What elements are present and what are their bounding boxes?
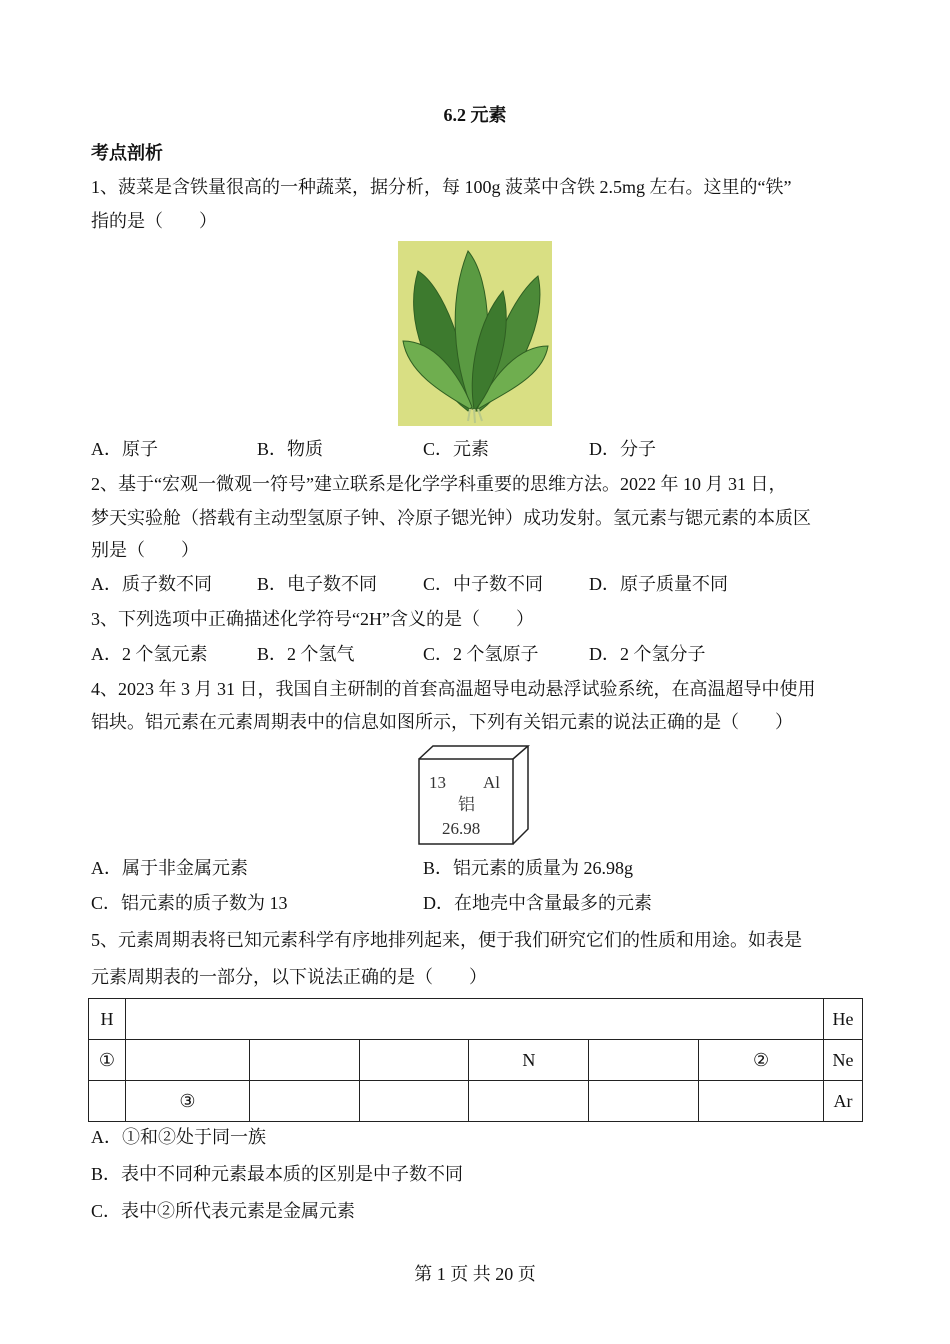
q3-text-line1: 3、下列选项中正确描述化学符号“2H”含义的是（ ） — [91, 609, 534, 629]
element-atomic-number: 13 — [429, 773, 446, 792]
table-row — [89, 999, 863, 1040]
q1-text-line2: 指的是（ ） — [91, 211, 217, 231]
q5-option-c: C．表中②所代表元素是金属元素 — [91, 1201, 356, 1221]
q1-option-d: D．分子 — [589, 439, 656, 459]
page-title: 6.2 元素 — [443, 105, 507, 125]
q5-option-a: A．①和②处于同一族 — [91, 1127, 266, 1147]
table-cell: H — [89, 999, 126, 1040]
table-row — [89, 1081, 863, 1122]
q3-option-d: D．2 个氢分子 — [589, 644, 706, 664]
table-cell-gap — [125, 999, 823, 1040]
q4-text-line2: 铝块。铝元素在元素周期表中的信息如图所示，下列有关铝元素的说法正确的是（ ） — [91, 712, 793, 732]
q1-option-a: A．原子 — [91, 439, 158, 459]
table-cell — [359, 1040, 469, 1081]
q2-text-line2: 梦天实验舱（搭载有主动型氢原子钟、冷原子锶光钟）成功发射。氢元素与锶元素的本质区 — [91, 508, 811, 528]
section-heading: 考点剖析 — [91, 143, 163, 163]
q3-option-a: A．2 个氢元素 — [91, 644, 208, 664]
table-cell — [89, 1081, 126, 1122]
table-cell: Ar — [823, 1081, 862, 1122]
table-row — [89, 1040, 863, 1081]
q2-option-c: C．中子数不同 — [423, 574, 544, 594]
q4-option-a: A．属于非金属元素 — [91, 858, 248, 878]
table-cell: ① — [89, 1040, 126, 1081]
table-cell — [125, 1040, 249, 1081]
element-atomic-mass: 26.98 — [442, 819, 481, 838]
q2-option-a: A．质子数不同 — [91, 574, 212, 594]
q5-text-line2: 元素周期表的一部分，以下说法正确的是（ ） — [91, 967, 487, 987]
table-cell — [589, 1040, 699, 1081]
periodic-table-fragment — [88, 998, 863, 1122]
q5-text-line1: 5、元素周期表将已知元素科学有序地排列起来，便于我们研究它们的性质和用途。如表是 — [91, 930, 802, 950]
table-cell: ② — [699, 1040, 824, 1081]
table-cell — [699, 1081, 824, 1122]
q4-text-line1: 4、2023 年 3 月 31 日，我国自主研制的首套高温超导电动悬浮试验系统，在高温超导中使用 — [91, 679, 816, 699]
spinach-image — [398, 241, 552, 426]
table-cell: N — [469, 1040, 589, 1081]
table-cell — [249, 1040, 359, 1081]
q5-option-b: B．表中不同种元素最本质的区别是中子数不同 — [91, 1164, 464, 1184]
table-cell — [249, 1081, 359, 1122]
q4-option-d: D．在地壳中含量最多的元素 — [423, 893, 652, 913]
table-cell: He — [823, 999, 862, 1040]
q3-option-b: B．2 个氢气 — [257, 644, 355, 664]
q1-option-b: B．物质 — [257, 439, 324, 459]
table-cell — [469, 1081, 589, 1122]
table-cell — [359, 1081, 469, 1122]
table-cell: ③ — [125, 1081, 249, 1122]
q4-option-c: C．铝元素的质子数为 13 — [91, 893, 288, 913]
q4-option-b: B．铝元素的质量为 26.98g — [423, 858, 634, 878]
q2-option-d: D．原子质量不同 — [589, 574, 728, 594]
q2-text-line3: 别是（ ） — [91, 540, 199, 560]
q1-text-line1: 1、菠菜是含铁量很高的一种蔬菜，据分析，每 100g 菠菜中含铁 2.5mg 左右。这里的“铁” — [91, 177, 792, 197]
table-cell: Ne — [823, 1040, 862, 1081]
page-footer: 第 1 页 共 20 页 — [414, 1264, 536, 1284]
q2-option-b: B．电子数不同 — [257, 574, 378, 594]
element-symbol: Al — [483, 773, 500, 792]
q3-option-c: C．2 个氢原子 — [423, 644, 539, 664]
element-name: 铝 — [458, 795, 475, 814]
aluminum-element-card — [418, 745, 530, 845]
table-cell — [589, 1081, 699, 1122]
q2-text-line1: 2、基于“宏观一微观一符号”建立联系是化学学科重要的思维方法。2022 年 10 月 31 日， — [91, 474, 787, 494]
q1-option-c: C．元素 — [423, 439, 490, 459]
